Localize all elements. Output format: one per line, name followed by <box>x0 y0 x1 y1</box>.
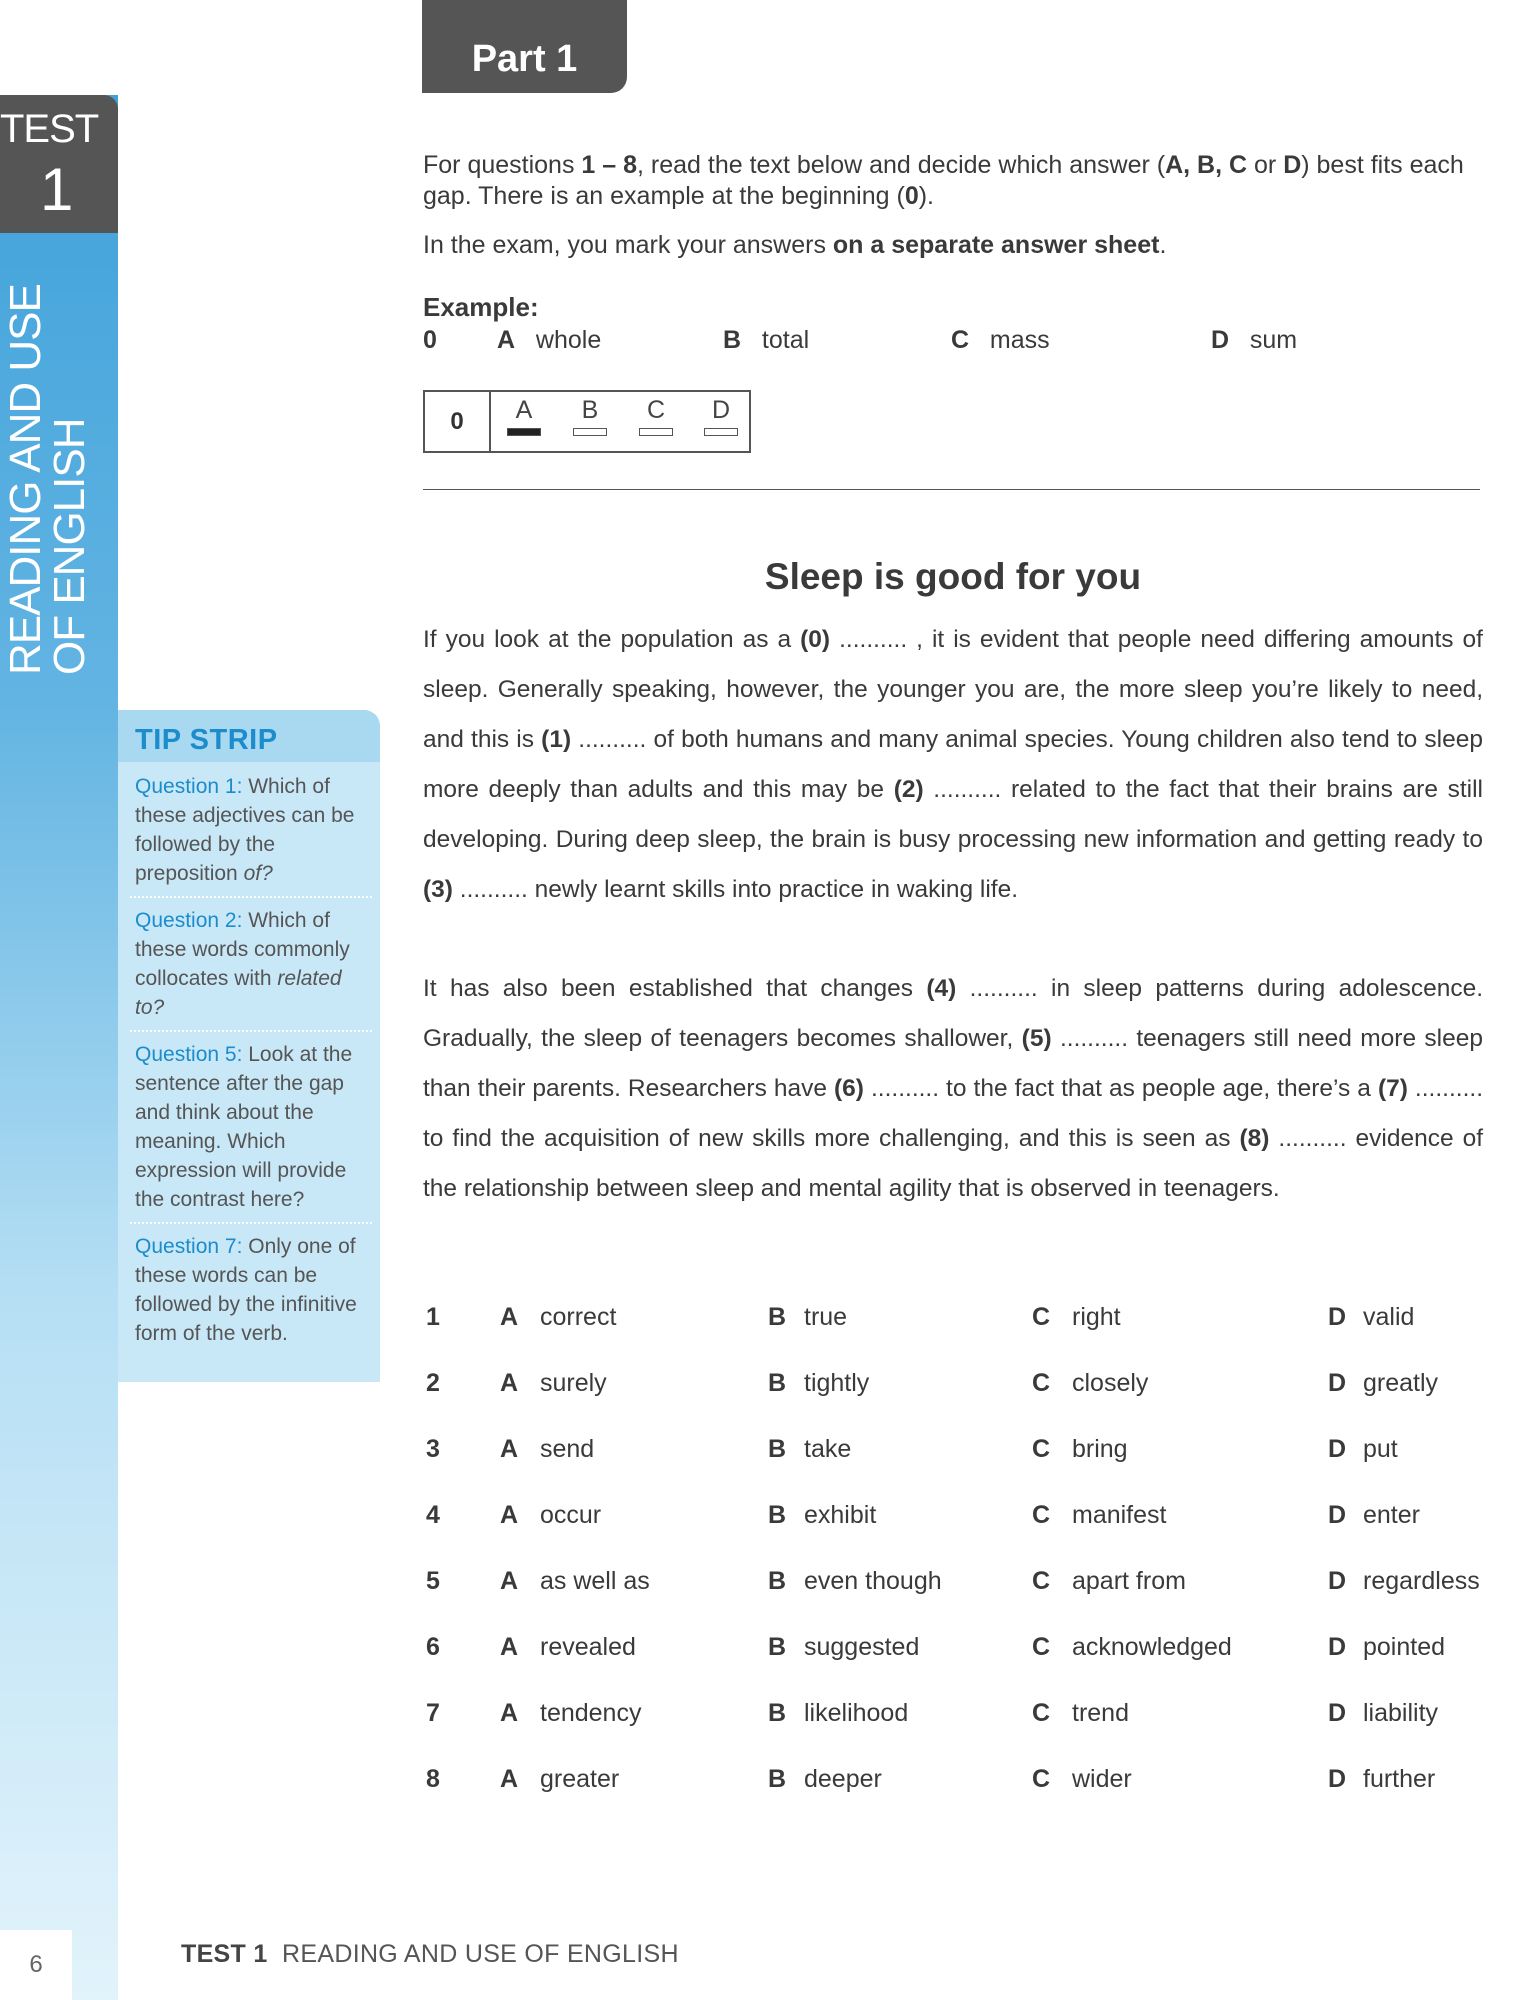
answer-mark-empty <box>639 428 673 436</box>
question-number: 3 <box>426 1435 440 1463</box>
option-d: valid <box>1363 1303 1415 1331</box>
option-letter-d: D <box>1328 1303 1347 1331</box>
example-option-a: A whole <box>497 326 602 354</box>
example-option-c: C mass <box>951 326 1050 354</box>
option-letter-b: B <box>768 1369 787 1397</box>
option-a: occur <box>540 1501 602 1529</box>
option-letter-c: C <box>1032 1501 1051 1529</box>
option-b: true <box>804 1303 848 1331</box>
option-letter-b: B <box>768 1765 787 1793</box>
option-b: take <box>804 1435 852 1463</box>
option-letter-a: A <box>500 1633 519 1661</box>
answer-mark-empty <box>704 428 738 436</box>
option-letter-b: B <box>768 1303 787 1331</box>
answer-letter-a: A <box>515 396 533 424</box>
paragraph-1: If you look at the population as a (0) .......... , it is evident that people need differing amounts of sleep. Generally speaking, however, the younger you are, the more sleep you’re likely to need, and this is (1) .......... of both humans and many animal species. Young children also tend to sleep more deeply than adults and this may be (2) .......... related to the fact that their brains are still developing. During deep sleep, the brain is busy processing new information and getting ready to (3) .......... newly learnt skills into practice in waking life. <box>423 626 1483 903</box>
option-d: put <box>1363 1435 1398 1463</box>
option-letter-d: D <box>1328 1633 1347 1661</box>
paragraph-2: It has also been established that changes (4) .......... in sleep patterns during adolescence. Gradually, the sleep of teenagers becomes shallower, (5) .......... teenagers still need more sleep than their parents. Researchers have (6) .......... to the fact that as people age, there’s a (7) .......... to find the acquisition of new skills more challenging, and this is seen as (8) .......... evidence of the relationship between sleep and mental agility that is observed in teenagers. <box>423 975 1484 1202</box>
tip-item <box>135 906 367 1022</box>
option-d: liability <box>1363 1699 1439 1727</box>
option-c: trend <box>1072 1699 1129 1727</box>
answer-letter-c: C <box>646 396 666 424</box>
tip-italic: of? <box>243 862 273 885</box>
example-answer-box <box>423 390 751 453</box>
page-number: 6 <box>0 1930 72 2000</box>
footer-test: TEST 1 <box>181 1940 268 1968</box>
option-b: deeper <box>804 1765 882 1793</box>
section-title-line2: OF ENGLISH <box>45 418 94 675</box>
option-a: revealed <box>540 1633 636 1661</box>
tip-text: Which of these words commonly collocates with <box>135 909 350 990</box>
tip-text: Only one of these words can be followed by the infinitive form of the verb. <box>135 1235 357 1345</box>
question-number: 6 <box>426 1633 440 1661</box>
example-option-b: B total <box>723 326 810 354</box>
option-letter-c: C <box>1032 1699 1051 1727</box>
instructions-answer-sheet: In the exam, you mark your answers on a separate answer sheet. <box>423 231 1167 259</box>
example-option-d: D sum <box>1211 326 1298 354</box>
option-a: as well as <box>540 1567 650 1595</box>
option-letter-b: B <box>768 1567 787 1595</box>
answer-letter-d: D <box>711 396 731 424</box>
option-b: exhibit <box>804 1501 877 1529</box>
section-title-line1: READING AND USE <box>1 284 50 675</box>
option-letter-d: D <box>1328 1567 1347 1595</box>
option-letter-d: D <box>1328 1699 1347 1727</box>
option-a: greater <box>540 1765 620 1793</box>
option-c: closely <box>1072 1369 1149 1397</box>
section-title-vertical <box>1 255 94 675</box>
option-b: likelihood <box>804 1699 909 1727</box>
question-row <box>0 1765 1527 1805</box>
option-letter-d: D <box>1328 1369 1347 1397</box>
tip-strip <box>118 710 380 1382</box>
option-letter-c: C <box>1032 1765 1051 1793</box>
test-label: TEST <box>0 107 99 151</box>
option-letter-b: B <box>768 1501 787 1529</box>
answer-mark-empty <box>573 428 607 436</box>
question-row <box>0 1699 1527 1739</box>
divider-line <box>423 489 1480 490</box>
option-d: regardless <box>1363 1567 1480 1595</box>
tip-item <box>135 772 367 888</box>
question-number: 1 <box>426 1303 440 1331</box>
part-tab: Part 1 <box>422 0 627 93</box>
tip-italic: related to? <box>135 967 342 1019</box>
option-c: manifest <box>1072 1501 1167 1529</box>
question-row <box>0 1501 1527 1541</box>
question-row <box>0 1303 1527 1343</box>
footer-section: READING AND USE OF ENGLISH <box>282 1940 679 1968</box>
tip-divider <box>130 1222 372 1224</box>
question-number: 4 <box>426 1501 440 1529</box>
question-row <box>0 1369 1527 1409</box>
option-b: suggested <box>804 1633 920 1661</box>
option-letter-c: C <box>1032 1567 1051 1595</box>
question-row <box>0 1633 1527 1673</box>
option-letter-d: D <box>1328 1435 1347 1463</box>
test-badge <box>0 95 118 233</box>
option-c: bring <box>1072 1435 1128 1463</box>
option-a: surely <box>540 1369 607 1397</box>
question-row <box>0 1435 1527 1475</box>
answer-letter-b: B <box>581 396 599 424</box>
option-letter-b: B <box>768 1699 787 1727</box>
test-number: 1 <box>40 156 74 223</box>
option-letter-c: C <box>1032 1633 1051 1661</box>
tip-divider <box>130 896 372 898</box>
question-number: 2 <box>426 1369 440 1397</box>
option-c: apart from <box>1072 1567 1186 1595</box>
question-number: 8 <box>426 1765 440 1793</box>
option-letter-a: A <box>500 1303 519 1331</box>
option-c: acknowledged <box>1072 1633 1232 1661</box>
option-d: further <box>1363 1765 1436 1793</box>
option-b: tightly <box>804 1369 870 1397</box>
option-letter-a: A <box>500 1765 519 1793</box>
option-c: wider <box>1072 1765 1132 1793</box>
option-a: correct <box>540 1303 617 1331</box>
option-d: greatly <box>1363 1369 1439 1397</box>
option-letter-a: A <box>500 1567 519 1595</box>
tip-question-label: Question 1: <box>135 775 243 798</box>
option-letter-c: C <box>1032 1303 1051 1331</box>
question-number: 7 <box>426 1699 440 1727</box>
tip-question-label: Question 2: <box>135 909 243 932</box>
question-number: 5 <box>426 1567 440 1595</box>
option-letter-a: A <box>500 1501 519 1529</box>
answer-box-number: 0 <box>425 392 491 451</box>
option-letter-c: C <box>1032 1369 1051 1397</box>
option-d: pointed <box>1363 1633 1446 1661</box>
option-b: even though <box>804 1567 942 1595</box>
option-letter-a: A <box>500 1369 519 1397</box>
option-letter-a: A <box>500 1699 519 1727</box>
option-c: right <box>1072 1303 1121 1331</box>
tip-strip-title: TIP STRIP <box>135 724 278 756</box>
option-letter-b: B <box>768 1633 787 1661</box>
answer-mark-filled <box>507 428 541 436</box>
text-title: Sleep is good for you <box>764 556 1142 597</box>
tip-text: Which of these adjectives can be followed by the preposition <box>135 775 355 885</box>
option-letter-a: A <box>500 1435 519 1463</box>
instructions: For questions 1 – 8, read the text below and decide which answer (A, B, C or D) best fits each gap. There is an example at the beginning (0). <box>423 151 1464 210</box>
option-letter-d: D <box>1328 1501 1347 1529</box>
tip-question-label: Question 7: <box>135 1235 243 1258</box>
question-row <box>0 1567 1527 1607</box>
option-d: enter <box>1363 1501 1420 1529</box>
tip-text: Look at the sentence after the gap and think about the meaning. Which expression will provide the contrast here? <box>135 1043 353 1211</box>
example-label: Example: <box>423 292 539 322</box>
option-letter-b: B <box>768 1435 787 1463</box>
tip-divider <box>130 1030 372 1032</box>
option-letter-d: D <box>1328 1765 1347 1793</box>
tip-question-label: Question 5: <box>135 1043 243 1066</box>
tip-item <box>135 1040 367 1214</box>
option-a: tendency <box>540 1699 642 1727</box>
option-a: send <box>540 1435 595 1463</box>
sidebar-top <box>0 0 118 95</box>
option-letter-c: C <box>1032 1435 1051 1463</box>
footer <box>181 1940 679 1969</box>
example-number: 0 <box>423 326 437 354</box>
